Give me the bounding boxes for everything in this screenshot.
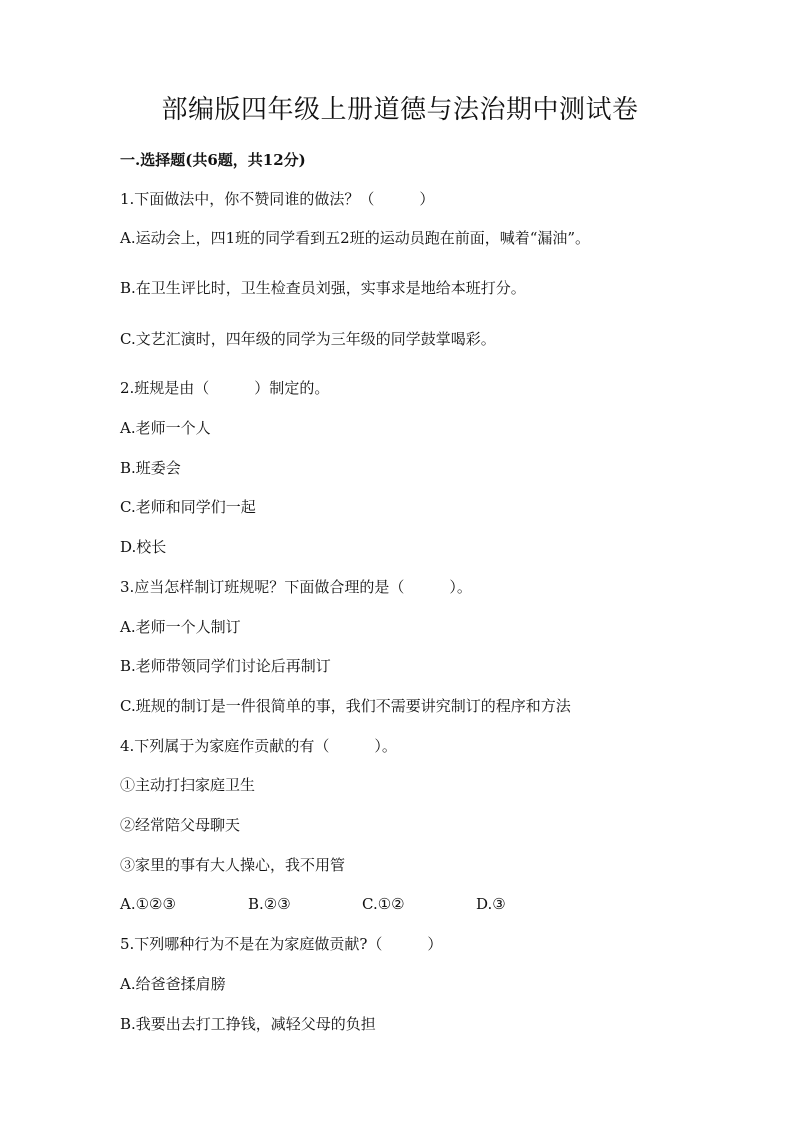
question-3-option-b: B.老师带领同学们讨论后再制订 <box>120 657 331 675</box>
question-5-option-b: B.我要出去打工挣钱，减轻父母的负担 <box>120 1015 376 1033</box>
question-5-stem: 5.下列哪种行为不是在为家庭做贡献?（ ） <box>120 935 443 953</box>
question-1-option-b: B.在卫生评比时，卫生检查员刘强，实事求是地给本班打分。 <box>120 279 526 297</box>
question-2-option-a: A.老师一个人 <box>120 419 211 437</box>
section-heading: 一.选择题(共6题，共12分) <box>120 151 306 169</box>
question-5-option-a: A.给爸爸揉肩膀 <box>120 975 226 993</box>
question-2-option-b: B.班委会 <box>120 459 181 477</box>
question-4-option-d: D.③ <box>476 895 506 913</box>
question-1-stem: 1.下面做法中，你不赞同谁的做法？（ ） <box>120 190 435 208</box>
question-1-option-a: A.运动会上，四1班的同学看到五2班的运动员跑在前面，喊着“漏油”。 <box>120 229 591 247</box>
question-4-item-2: ②经常陪父母聊天 <box>120 816 241 834</box>
question-4-option-c: C.①② <box>362 895 405 913</box>
question-2-option-d: D.校长 <box>120 538 167 556</box>
question-3-option-c: C.班规的制订是一件很简单的事，我们不需要讲究制订的程序和方法 <box>120 697 571 715</box>
question-2-option-c: C.老师和同学们一起 <box>120 498 256 516</box>
question-4-option-b: B.②③ <box>248 895 291 913</box>
question-2-stem: 2.班规是由（ ）制定的。 <box>120 379 330 397</box>
question-3-option-a: A.老师一个人制订 <box>120 618 241 636</box>
question-4-option-a: A.①②③ <box>120 895 176 913</box>
question-4-item-3: ③家里的事有大人操心，我不用管 <box>120 856 346 874</box>
page-title: 部编版四年级上册道德与法治期中测试卷 <box>161 95 639 125</box>
question-3-stem: 3.应当怎样制订班规呢？下面做合理的是（ ）。 <box>120 578 472 596</box>
question-1-option-c: C.文艺汇演时，四年级的同学为三年级的同学鼓掌喝彩。 <box>120 330 496 348</box>
question-4-item-1: ①主动打扫家庭卫生 <box>120 776 256 794</box>
question-4-stem: 4.下列属于为家庭作贡献的有（ ）。 <box>120 737 397 755</box>
